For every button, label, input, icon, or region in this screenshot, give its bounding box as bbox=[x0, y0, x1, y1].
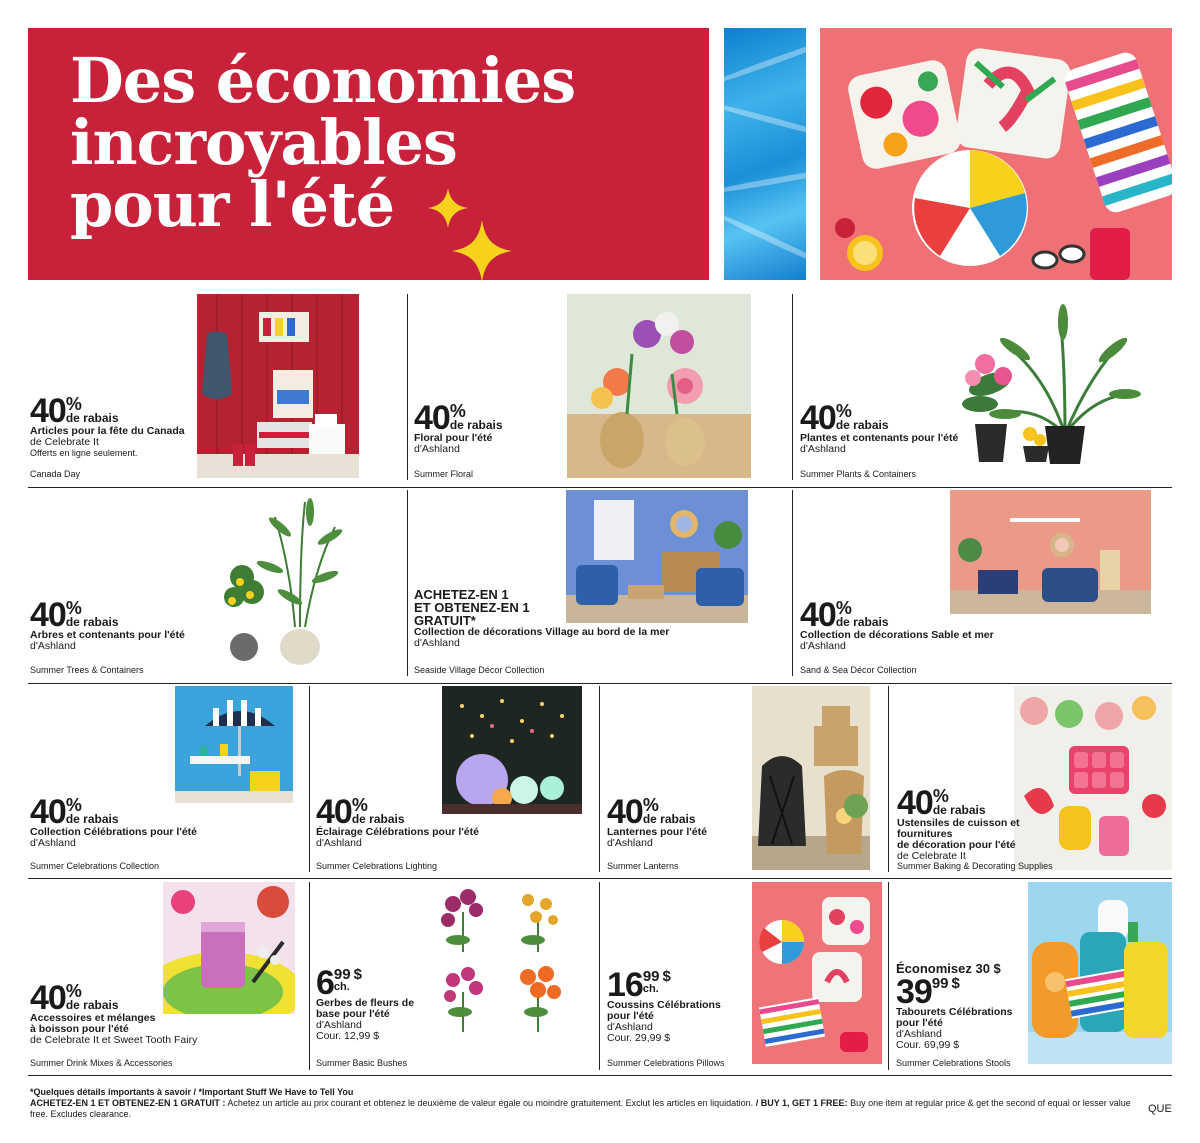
price-currency: $ bbox=[353, 966, 362, 983]
deal-brand: d'Ashland bbox=[607, 837, 653, 849]
percent-sign: % bbox=[65, 981, 82, 1001]
deal-english-name: Summer Basic Bushes bbox=[316, 1058, 408, 1068]
deal-brand: d'Ashland bbox=[414, 443, 460, 455]
deal-brand: d'Ashland bbox=[414, 637, 460, 649]
deal-summer-celebrations[interactable] bbox=[30, 793, 300, 849]
discount-value: 40 bbox=[607, 793, 643, 831]
percent-sign: % bbox=[642, 795, 659, 815]
fine-print-heading: *Quelques détails importants à savoir / *Important Stuff We Have to Tell You bbox=[30, 1087, 354, 1097]
bogo-en-label: / BUY 1, GET 1 FREE: bbox=[755, 1098, 848, 1108]
discount-value: 40 bbox=[800, 399, 836, 437]
price-dollars: 16 bbox=[607, 966, 643, 1004]
deal-title-line-2: base pour l'été bbox=[316, 1008, 390, 1020]
deal-english-name: Summer Celebrations Stools bbox=[896, 1058, 1011, 1068]
bogo-line-3: GRATUIT* bbox=[414, 613, 476, 628]
celebrations-stools-photo bbox=[1028, 882, 1172, 1064]
percent-sign: % bbox=[351, 795, 368, 815]
deal-summer-plants[interactable] bbox=[800, 399, 960, 455]
deal-brand: d'Ashland bbox=[30, 837, 76, 849]
deal-canada-day[interactable] bbox=[30, 392, 360, 459]
deal-title: Collection de décorations Village au bord de la mer bbox=[414, 626, 670, 638]
discount-value: 40 bbox=[30, 979, 66, 1017]
divider bbox=[309, 882, 310, 1070]
divider bbox=[28, 1075, 1172, 1076]
percent-sign: % bbox=[835, 401, 852, 421]
divider bbox=[599, 882, 600, 1070]
percent-sign: % bbox=[449, 401, 466, 421]
deal-brand: d'Ashland bbox=[30, 640, 76, 652]
deal-summer-lanterns[interactable] bbox=[607, 793, 777, 849]
divider bbox=[28, 683, 1172, 684]
discount-label: de rabais bbox=[835, 615, 889, 629]
deal-brand: de Celebrate It bbox=[897, 850, 966, 862]
divider bbox=[28, 487, 1172, 488]
bogo-line-2: ET OBTENEZ-EN 1 bbox=[414, 600, 530, 615]
discount-label: de rabais bbox=[65, 812, 119, 826]
deal-brand: d'Ashland bbox=[607, 1021, 653, 1033]
deal-title-line-2: pour l'été bbox=[607, 1010, 654, 1022]
divider bbox=[407, 490, 408, 676]
percent-sign: % bbox=[835, 598, 852, 618]
deal-title-line-1: Coussins Célébrations bbox=[607, 999, 721, 1011]
deal-english-name: Summer Baking & Decorating Supplies bbox=[897, 861, 1053, 871]
discount-label: de rabais bbox=[65, 615, 119, 629]
deal-title: Articles pour la fête du Canada bbox=[30, 425, 185, 437]
deal-title: Éclairage Célébrations pour l'été bbox=[316, 826, 479, 838]
regular-price: Cour. 12,99 $ bbox=[316, 1030, 380, 1042]
fine-print bbox=[30, 1087, 1140, 1120]
deal-title-line-1: Accessoires et mélanges bbox=[30, 1012, 156, 1024]
deal-seaside-village[interactable] bbox=[414, 588, 794, 649]
headline-line-3: pour l'été bbox=[70, 168, 395, 241]
deal-note: Offerts en ligne seulement. bbox=[30, 448, 138, 458]
divider bbox=[407, 294, 408, 480]
price-dollars: 39 bbox=[896, 973, 932, 1011]
deal-english-name: Summer Celebrations Collection bbox=[30, 861, 160, 871]
price-cents: 99 bbox=[333, 966, 351, 983]
deal-title-line-1: Ustensiles de cuisson et fournitures bbox=[897, 817, 1020, 840]
divider bbox=[28, 878, 1172, 879]
discount-label: de rabais bbox=[65, 998, 119, 1012]
divider bbox=[792, 294, 793, 480]
celebrations-pillows-photo bbox=[752, 882, 882, 1064]
summer-plants-photo bbox=[955, 294, 1155, 478]
price-cents: 99 bbox=[931, 975, 949, 992]
bogo-en-text: Buy one item at regular price & get the second of equal or lesser value free. Excludes clearance. bbox=[30, 1098, 1131, 1119]
deal-title-line-2: à boisson pour l'été bbox=[30, 1023, 129, 1035]
deal-basic-bushes[interactable] bbox=[316, 964, 426, 1042]
deal-english-name: Summer Celebrations Lighting bbox=[316, 861, 438, 871]
deal-baking-supplies[interactable] bbox=[897, 784, 1077, 862]
discount-value: 40 bbox=[30, 596, 66, 634]
deal-summer-floral[interactable] bbox=[414, 399, 564, 455]
deal-title-line-2: de décoration pour l'été bbox=[897, 839, 1016, 851]
bogo-fr-text: Achetez un article au prix courant et obtenez le deuxième de valeur égale ou moindre gratuitement. Exclut les articles en liquidation. bbox=[227, 1098, 754, 1108]
percent-sign: % bbox=[65, 394, 82, 414]
deal-english-name: Summer Floral bbox=[414, 469, 474, 479]
discount-value: 40 bbox=[316, 793, 352, 831]
summer-pillows-photo bbox=[820, 28, 1172, 280]
discount-label: de rabais bbox=[932, 803, 986, 817]
divider bbox=[309, 686, 310, 872]
deal-drink-mixes[interactable] bbox=[30, 979, 300, 1046]
discount-label: de rabais bbox=[835, 418, 889, 432]
discount-value: 40 bbox=[30, 392, 66, 430]
percent-sign: % bbox=[65, 795, 82, 815]
price-unit: ch. bbox=[642, 983, 659, 995]
deal-celebrations-lighting[interactable] bbox=[316, 793, 596, 849]
deal-brand: d'Ashland bbox=[896, 1028, 942, 1040]
divider bbox=[599, 686, 600, 872]
bogo-line-1: ACHETEZ-EN 1 bbox=[414, 587, 509, 602]
divider bbox=[888, 882, 889, 1070]
regular-price: Cour. 69,99 $ bbox=[896, 1039, 960, 1051]
deal-english-name: Summer Celebrations Pillows bbox=[607, 1058, 725, 1068]
deal-title: Collection de décorations Sable et mer bbox=[800, 629, 994, 641]
celebrations-collection-photo bbox=[175, 686, 293, 803]
deal-english-name: Canada Day bbox=[30, 469, 81, 479]
price-cents: 99 bbox=[642, 968, 660, 985]
deal-brand: d'Ashland bbox=[316, 1019, 362, 1031]
discount-label: de rabais bbox=[65, 411, 119, 425]
headline-line-1: Des économies bbox=[70, 44, 576, 117]
deal-brand: de Celebrate It bbox=[30, 436, 99, 448]
headline-line-2: incroyables bbox=[70, 106, 457, 179]
deal-english-name: Sand & Sea Décor Collection bbox=[800, 665, 917, 675]
deal-title: Arbres et contenants pour l'été bbox=[30, 629, 185, 641]
regular-price: Cour. 29,99 $ bbox=[607, 1032, 671, 1044]
summer-trees-photo bbox=[220, 497, 370, 669]
deal-celebrations-pillows[interactable] bbox=[607, 966, 747, 1044]
deal-summer-trees[interactable] bbox=[30, 596, 230, 652]
discount-value: 40 bbox=[800, 596, 836, 634]
discount-value: 40 bbox=[30, 793, 66, 831]
sand-sea-photo bbox=[950, 490, 1151, 614]
deal-title: Collection Célébrations pour l'été bbox=[30, 826, 198, 838]
deal-celebrations-stools[interactable] bbox=[896, 962, 1036, 1051]
deal-english-name: Seaside Village Décor Collection bbox=[414, 665, 545, 675]
discount-label: de rabais bbox=[351, 812, 405, 826]
percent-sign: % bbox=[932, 786, 949, 806]
price-currency: $ bbox=[951, 975, 960, 992]
deal-english-name: Summer Drink Mixes & Accessories bbox=[30, 1058, 173, 1068]
discount-value: 40 bbox=[897, 784, 933, 822]
deal-sand-sea[interactable] bbox=[800, 596, 1180, 652]
deal-brand: d'Ashland bbox=[800, 640, 846, 652]
celebrations-lighting-photo bbox=[442, 686, 582, 814]
deal-english-name: Summer Plants & Containers bbox=[800, 469, 917, 479]
deal-english-name: Summer Trees & Containers bbox=[30, 665, 144, 675]
discount-value: 40 bbox=[414, 399, 450, 437]
deal-title-line-1: Gerbes de fleurs de bbox=[316, 997, 415, 1009]
deal-title: Tabourets Célébrations pour l'été bbox=[896, 1006, 1013, 1029]
deal-english-name: Summer Lanterns bbox=[607, 861, 679, 871]
pool-water-image bbox=[724, 28, 806, 280]
deal-title: Plantes et contenants pour l'été bbox=[800, 432, 959, 444]
bogo-fr-label: ACHETEZ-EN 1 ET OBTENEZ-EN 1 GRATUIT : bbox=[30, 1098, 226, 1108]
discount-label: de rabais bbox=[449, 418, 503, 432]
discount-label: de rabais bbox=[642, 812, 696, 826]
region-code: QUE bbox=[1148, 1103, 1172, 1115]
deal-title: Floral pour l'été bbox=[414, 432, 493, 444]
sparkle-icon bbox=[412, 188, 522, 298]
price-currency: $ bbox=[662, 968, 671, 985]
savings-text: Économisez 30 $ bbox=[896, 961, 1001, 976]
price-dollars: 6 bbox=[316, 964, 334, 1002]
percent-sign: % bbox=[65, 598, 82, 618]
price-unit: ch. bbox=[333, 981, 350, 993]
deal-brand: de Celebrate It et Sweet Tooth Fairy bbox=[30, 1034, 198, 1046]
deal-title: Lanternes pour l'été bbox=[607, 826, 707, 838]
summer-floral-photo bbox=[567, 294, 751, 478]
deal-brand: d'Ashland bbox=[800, 443, 846, 455]
divider bbox=[888, 686, 889, 872]
hero-banner bbox=[28, 28, 709, 280]
deal-brand: d'Ashland bbox=[316, 837, 362, 849]
basic-bushes-photo bbox=[428, 882, 578, 1042]
